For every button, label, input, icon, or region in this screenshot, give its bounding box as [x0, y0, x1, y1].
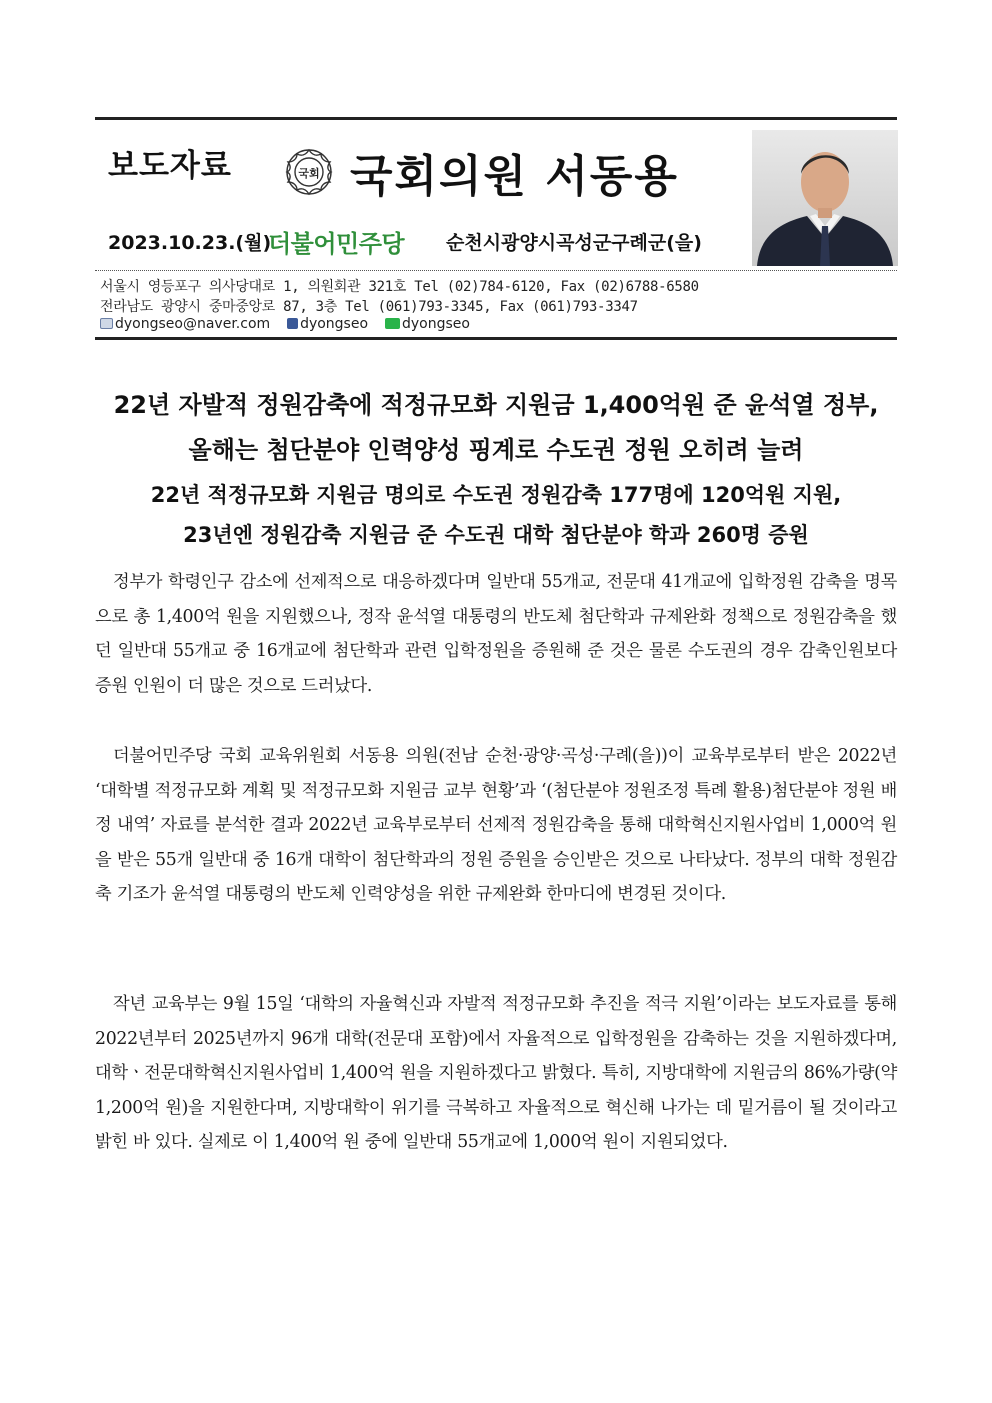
blog-handle[interactable]: dyongseo [401, 316, 470, 332]
blog-icon [385, 318, 400, 329]
member-portrait [752, 130, 898, 266]
member-title: 국회의원 서동용 [350, 151, 679, 202]
release-date: 2023.10.23.(월) [108, 232, 272, 254]
header-bottom-rule [95, 337, 897, 340]
email-address[interactable]: dyongseo@naver.com [115, 316, 271, 332]
body-paragraph: 정부가 학령인구 감소에 선제적으로 대응하겠다며 일반대 55개교, 전문대 41개교에 입학정원 감축을 명목으로 총 1,400억 원을 지원했으나, 정작 윤석열 대통령의 반도체 첨단학과 규제완화 정책으로 정원감축을 했던 일반대 55개교 중 16개교에 첨단학과 관련 입학정원을 증원해 준 것은 물론 수도권의 경우 감축인원보다 증원 인원이 더 많은 것으로 드러났다. [95, 572, 897, 696]
body-paragraph: 작년 교육부는 9월 15일 ‘대학의 자율혁신과 자발적 적정규모화 추진을 적극 지원’이라는 보도자료를 통해 2022년부터 2025년까지 96개 대학(전문대 포함)에서 자율적으로 입학정원을 감축하는 것을 지원하겠다며, 대학ㆍ전문대학혁신지원사업비 1,400억 원을 지원하겠다고 밝혔다. 특히, 지방대학에 지원금의 86%가량(약 1,200억 원)을 지원한다며, 지방대학이 위기를 극복하고 자율적으로 혁신해 나가는 데 밑거름이 될 것이라고 밝힌 바 있다. 실제로 이 1,400억 원 중에 일반대 55개교에 1,000억 원이 지원되었다. [95, 994, 897, 1152]
headline-sub-2: 23년엔 정원감축 지원금 준 수도권 대학 첨단분야 학과 260명 증원 [183, 523, 809, 547]
header-top-rule [95, 117, 897, 120]
contact-address-gwangyang: 전라남도 광양시 중마중앙로 87, 3층 Tel (061)793-3345, Fax (061)793-3347 [100, 299, 638, 315]
facebook-handle[interactable]: dyongseo [300, 316, 369, 332]
headline-main-2: 올해는 첨단분야 인력양성 핑계로 수도권 정원 오히려 늘려 [188, 436, 804, 464]
district-name: 순천시광양시곡성군구례군(을) [446, 232, 702, 254]
headline-sub-1: 22년 적정규모화 지원금 명의로 수도권 정원감축 177명에 120억원 지원, [150, 483, 842, 507]
press-release-label: 보도자료 [108, 148, 232, 184]
email-icon [100, 318, 113, 329]
contact-social-row [100, 316, 470, 332]
party-logo-text: 더불어민주당 [268, 230, 405, 258]
headline-main-1: 22년 자발적 정원감축에 적정규모화 지원금 1,400억원 준 윤석열 정부, [113, 391, 879, 419]
facebook-icon [287, 318, 298, 329]
body-paragraph: 더불어민주당 국회 교육위원회 서동용 의원(전남 순천·광양·곡성·구례(을))이 교육부로부터 받은 2022년 ‘대학별 적정규모화 계획 및 적정규모화 지원금 교부 현황’과 ‘(첨단분야 정원조정 특례 활용)첨단분야 정원 배정 내역’ 자료를 분석한 결과 2022년 교육부로부터 선제적 정원감축을 통해 대학혁신지원사업비 1,000억 원을 받은 55개 일반대 중 16개 대학이 첨단학과의 정원 증원을 승인받은 것으로 나타났다. 정부의 대학 정원감축 기조가 윤석열 대통령의 반도체 인력양성을 위한 규제완화 한마디에 변경된 것이다. [95, 746, 897, 904]
emblem-text: 국회 [298, 167, 320, 180]
contact-address-seoul: 서울시 영등포구 의사당대로 1, 의원회관 321호 Tel (02)784-6120, Fax (02)6788-6580 [100, 279, 699, 295]
national-assembly-emblem-icon [285, 148, 333, 196]
header-dotted-rule [95, 270, 897, 271]
